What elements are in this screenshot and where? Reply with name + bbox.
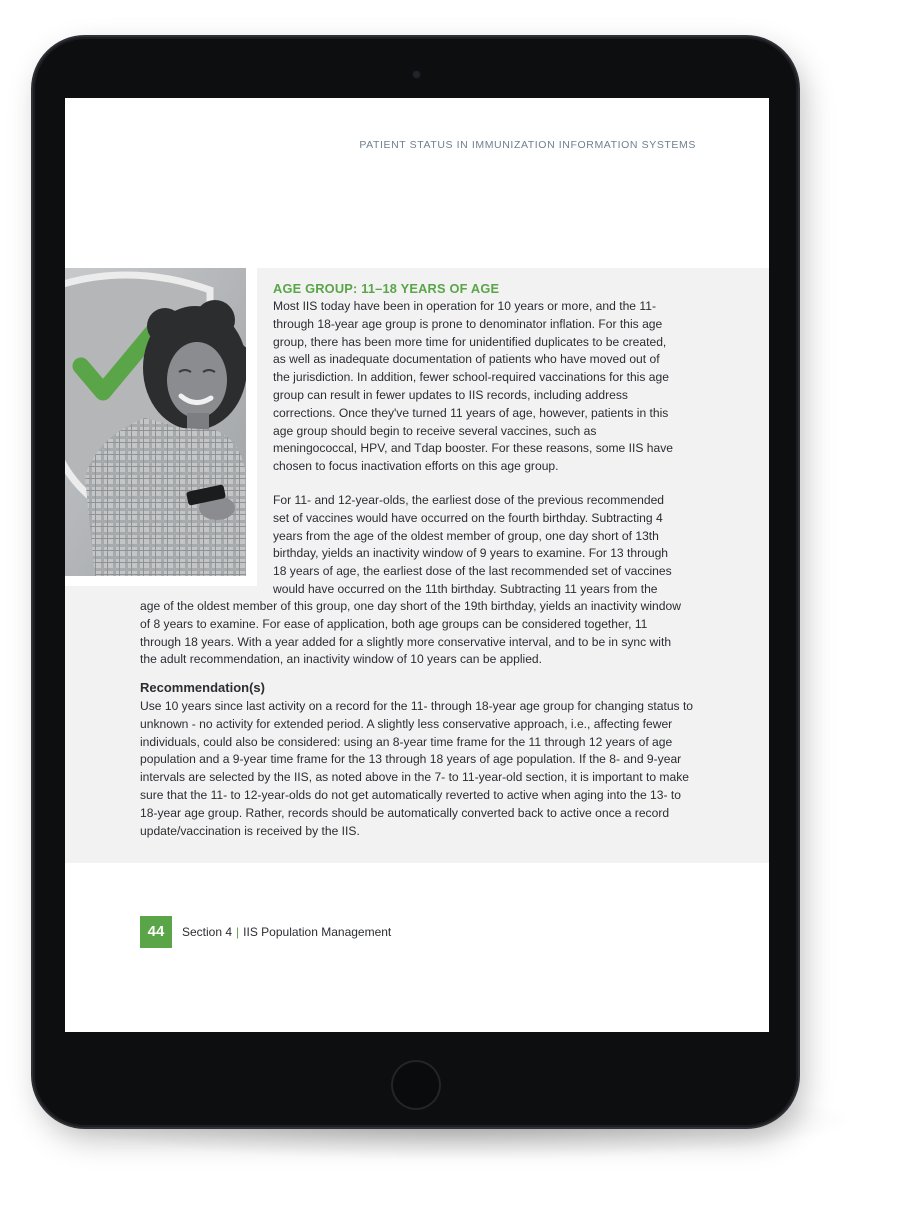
section-heading: AGE GROUP: 11–18 YEARS OF AGE [273,281,500,296]
teen-with-phone-illustration [65,268,246,576]
teen-with-phone-photo [65,268,246,576]
paragraph-inactivity-window-part-2: age of the oldest member of this group, one day short of the 19th birthday, yields an inactivity window of 8 years to examine. For ease of application, both age groups can be considered together, 11 through 18 years. With a year added for a slightly more conservative interval, and to be in sync with the adult recommendation, an inactivity window of 10 years can be applied. [140,599,681,667]
recommendation-title: Recommendation(s) [140,680,265,695]
recommendation-text: Use 10 years since last activity on a record for the 11- through 18-year age group for changing status to unknown - no activity for extended period. A slightly less conservative approach, i.e., affecting fewer individuals, could also be considered: using an 8-year time frame for the 11 through 12 years of age population and a 9-year time frame for the 13 through 18 years of age population. If the 8- and 9-year intervals are selected by the IIS, as noted above in the 7- to 11-year-old section, it is important to make sure that the 11- to 12-year-olds do not get automatically reverted to active when aging into the 13- to 18-year age group. Rather, records should be automatically converted back to active once a record update/vaccination is received by the IIS. [140,699,694,838]
footer-section-label [182,925,391,939]
paragraph-inactivity-window-part-1: For 11- and 12-year-olds, the earliest dose of the previous recommended set of vaccines would have occurred on the fourth birthday. Subtracting 4 years from the age of the oldest member of group, one day short of 13th birthday, yields an inactivity window of 9 years to examine. For 13 through 18 years of age, the earliest dose of the last recommended set of vaccines would have occurred on the 11th birthday. Subtracting 11 years from the [273,493,672,596]
footer-section-title: IIS Population Management [243,925,392,939]
front-camera [413,71,420,78]
photo-frame [65,268,257,586]
content-panel [65,268,769,863]
home-button[interactable] [391,1060,441,1110]
running-head: PATIENT STATUS IN IMMUNIZATION INFORMATION SYSTEMS [359,139,696,151]
page-number-badge: 44 [140,916,172,948]
footer-separator: | [236,925,240,939]
tablet-screen [65,98,769,1032]
footer-section-number: Section 4 [182,925,233,939]
paragraph-denominator-inflation: Most IIS today have been in operation for 10 years or more, and the 11-through 18-year age group is prone to denominator inflation. For this age group, there has been more time for unidentified duplicates to be created, as well as inadequate documentation of patients who have moved out of the jurisdiction. In addition, fewer school-required vaccinations for this age group can result in fewer updates to IIS records, including address corrections. Once they've turned 11 years of age, however, patients in this age group should begin to receive several vaccines, such as meningococcal, HPV, and Tdap booster. For these reasons, some IIS have chosen to focus inactivation efforts on this age group. [273,299,673,474]
